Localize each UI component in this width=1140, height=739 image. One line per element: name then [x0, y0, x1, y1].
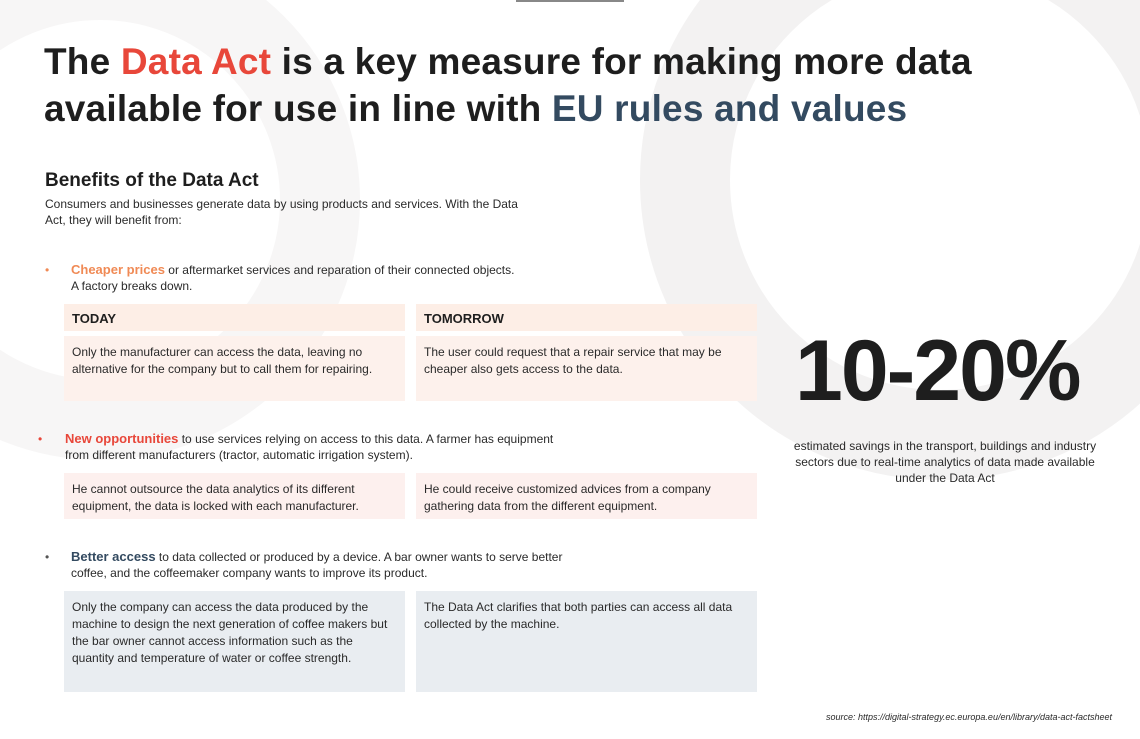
new-opportunities-today-cell: He cannot outsource the data analytics of its different equipment, the data is locked with each manufacturer. [64, 473, 405, 519]
top-scrollbar-indicator [516, 0, 624, 2]
keyword-cheaper-prices: Cheaper prices [71, 262, 165, 277]
today-header: TODAY [64, 304, 405, 331]
bullet-dot: • [45, 263, 50, 277]
savings-caption: estimated savings in the transport, buildings and industry sectors due to real-time analytics of data made available under the Data Act [793, 439, 1097, 485]
savings-stat: 10-20% [795, 323, 1080, 419]
cheaper-prices-tomorrow-cell: The user could request that a repair service that may be cheaper also gets access to the data. [416, 336, 757, 401]
benefits-intro: Consumers and businesses generate data by using products and services. With the Data Act, they will benefit from: [45, 197, 518, 227]
better-access-today-cell: Only the company can access the data produced by the machine to design the next generation of coffee makers but the bar owner cannot access information such as the quantity and temperature of water or coffee strength. [64, 591, 405, 692]
tomorrow-header: TOMORROW [416, 304, 757, 331]
section-better-access-text: Better access to data collected or produced by a device. A bar owner wants to serve better coffee, and the coffeemaker company wants to improve its product. [71, 549, 563, 580]
better-access-tomorrow-cell: The Data Act clarifies that both parties can access all data collected by the machine. [416, 591, 757, 692]
title-highlight-data-act: Data Act [120, 41, 272, 82]
bullet-dot: • [45, 550, 50, 564]
benefits-heading: Benefits of the Data Act [45, 170, 259, 191]
bullet-dot: • [38, 432, 43, 446]
new-opportunities-tomorrow-cell: He could receive customized advices from a company gathering data from the different equipment. [416, 473, 757, 519]
title-highlight-eu-rules: EU rules and values [551, 88, 908, 129]
section-new-opportunities-text: New opportunities to use services relying on access to this data. A farmer has equipment from different manufacturers (tractor, automatic irrigation system). [65, 431, 554, 462]
section-cheaper-prices-text: Cheaper prices or aftermarket services and reparation of their connected objects. A factory breaks down. [71, 262, 515, 293]
keyword-new-opportunities: New opportunities [65, 431, 179, 446]
cheaper-prices-today-cell: Only the manufacturer can access the data, leaving no alternative for the company but to call them for repairing. [64, 336, 405, 401]
page-title: The Data Act is a key measure for making more data available for use in line with EU rules and values [44, 41, 972, 129]
source-citation: source: https://digital-strategy.ec.europa.eu/en/library/data-act-factsheet [826, 712, 1112, 722]
keyword-better-access: Better access [71, 549, 156, 564]
